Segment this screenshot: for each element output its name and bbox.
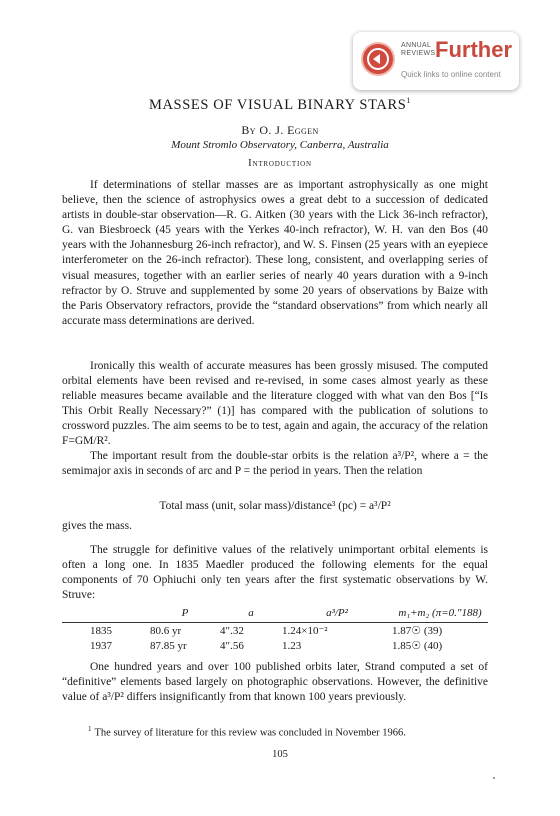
paragraph-4: gives the mass.: [62, 520, 132, 532]
table-header-cell: [62, 605, 150, 621]
footnote-mark: 1: [88, 725, 92, 733]
paragraph-1: If determinations of stellar masses are as important astrophysically as one might believe, then the science of astrophysics owes a great debt to a succession of dedicated artists in double-star observation—R. G. Aitken (30 years with the Lick 36-inch refractor), G. van Biesbroeck (45 years with the Yerkes 40-inch refractor), W. H. van den Bos (40 years with the Johannesburg 26-inch refractor), and W. S. Finsen (25 years with an eyepiece interferometer on the 26-inch refractor). These long, consistent, and overlapping series of visual measures, together with an earlier series of nearly 40 years duration with a 9-inch refractor by O. Struve and supplemented by some 20 years of observations by Baize with the Paris Observatory refractors, provide the “standard observations” from which nearly all accurate mass determinations are derived.: [62, 179, 488, 327]
page-number: 105: [272, 749, 288, 760]
table-cell: 1937: [90, 639, 112, 652]
table-cell: 4″.32: [220, 624, 244, 637]
paragraph-5: The struggle for definitive values of the relatively unimportant orbital elements is often a long one. In 1835 Maedler produced the following elements for the equal components of 70 Ophiuchi only ten years after the first systematic observations by W. Struve:: [62, 544, 488, 602]
table-cell: 1835: [90, 624, 112, 637]
annual-reviews-further-badge[interactable]: [353, 32, 519, 90]
paragraph-6: One hundred years and over 100 published orbits later, Strand computed a set of “definitive” elements based largely on photographic observations. However, the definitive value of a³/P² differs insignificantly from that known 100 years previously.: [62, 661, 488, 704]
title-footnote-mark: 1: [406, 96, 412, 105]
table-header-cell: a: [248, 607, 254, 619]
badge-subtitle: Quick links to online content: [401, 70, 501, 79]
footnote: [62, 723, 488, 740]
table-header-cell: P: [181, 607, 189, 619]
mass-equation: Total mass (unit, solar mass)/distance³ (pc) = a³/P²: [159, 500, 391, 512]
further-logo-icon: [361, 42, 395, 76]
table-cell: 1.23: [282, 639, 302, 652]
table-row: [62, 623, 488, 639]
table-cell: 1.85☉ (40): [392, 639, 443, 652]
badge-annual-reviews-label: ANNUAL REVIEWS: [401, 42, 436, 57]
paper-title: MASSES OF VISUAL BINARY STARS$^1$: [148, 96, 412, 113]
table-cell: 1.87☉ (39): [392, 624, 443, 637]
table-header-row: [62, 605, 488, 621]
table-cell: 4″.56: [220, 639, 244, 652]
orbit-elements-table: [62, 605, 488, 653]
paragraph-3: The important result from the double-star orbits is the relation a³/P², where a = the semimajor axis in seconds of arc and P = the period in years. Then the relation: [62, 450, 488, 478]
table-header-cell: m₁+m₂ (π=0.″188): [398, 607, 482, 619]
author-line: By O. J. Eggen: [241, 123, 319, 137]
badge-further-label: Further: [435, 37, 512, 62]
section-heading: Introduction: [248, 158, 312, 169]
footnote-text: The survey of literature for this review was concluded in November 1966.: [94, 727, 406, 739]
affiliation: Mount Stromlo Observatory, Canberra, Australia: [171, 139, 389, 151]
scan-speck: [493, 777, 495, 779]
table-header-cell: a³/P²: [326, 607, 348, 619]
table-cell: 80.6 yr: [150, 624, 182, 637]
table-cell: 87.85 yr: [150, 639, 187, 652]
paragraph-2: Ironically this wealth of accurate measures has been grossly misused. The computed orbital elements have been revised and re-revised, in some cases almost yearly as these reliable measures became available and the literature clogged with what van den Bos [“Is This Orbit Really Necessary?” (1)] has compared with the publication of solutions to crossword puzzles. The aim seems to be to test, again and again, the accuracy of the relation F=GM/R².: [62, 360, 488, 448]
table-row: [62, 638, 488, 653]
table-cell: 1.24×10⁻²: [282, 624, 328, 637]
